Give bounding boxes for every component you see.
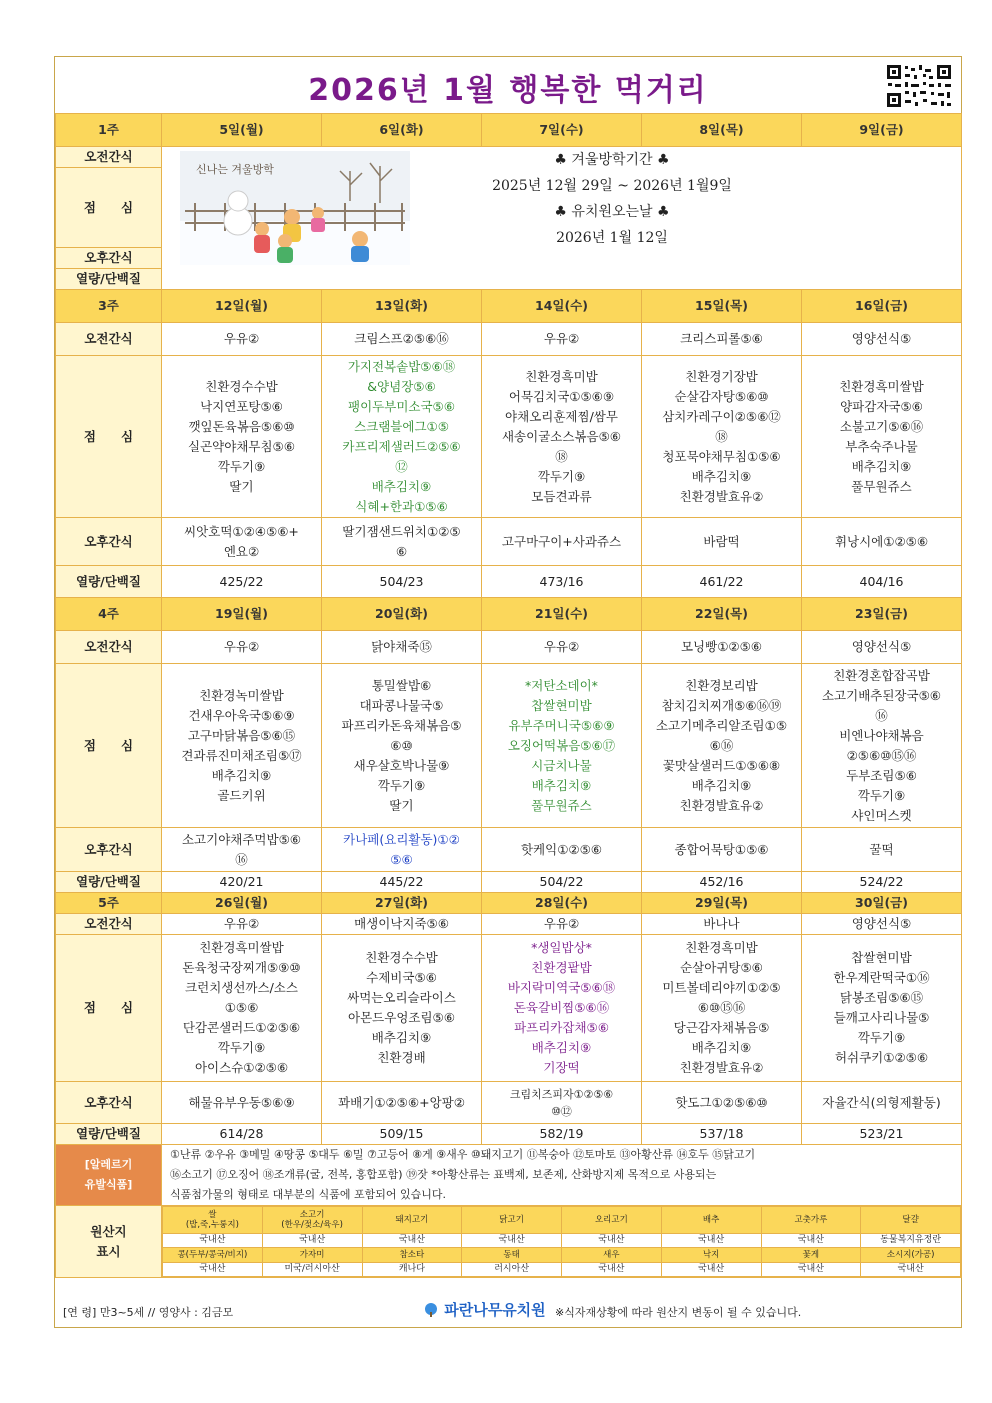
afternoon-snack: 크림치즈피자①②⑤⑥ ⑩⑫ [482,1082,642,1124]
energy-protein: 452/16 [642,872,802,893]
winter-break-illustration [180,151,410,265]
day-header: 14일(수) [482,290,642,323]
row-label-lunch: 점 심 [56,168,162,248]
afternoon-snack: 종합어묵탕①⑤⑥ [642,828,802,872]
day-header: 30일(금) [802,893,962,914]
origin-item: 소고기 (한우/젖소/육우) [262,1207,362,1234]
lunch-menu: 친환경기장밥 순살감자탕⑤⑥⑩ 삼치카레구이②⑤⑥⑫ ⑱ 청포묵야채무침①⑤⑥ 배추김치⑨ 친환경발효유② [642,356,802,518]
lunch-menu: 친환경흑미밥 순살아귀탕⑤⑥ 미트볼데리야끼①②⑤ ⑥⑩⑮⑯ 당근감자채볶음⑤ 배추김치⑨ 친환경발효유② [642,935,802,1082]
winter-break-text [422,147,802,265]
afternoon-snack: 휘낭시에①②⑤⑥ [802,518,962,566]
notice-line: 2025년 12월 29일 ~ 2026년 1월9일 [492,178,732,194]
energy-protein: 582/19 [482,1124,642,1145]
energy-protein: 445/22 [322,872,482,893]
day-header: 5일(월) [162,114,322,147]
row-label-energy: 열량/단백질 [56,269,162,290]
energy-protein: 473/16 [482,566,642,598]
origin-value: 러시아산 [462,1263,562,1277]
morning-snack: 크림스프②⑤⑥⑯ [322,323,482,356]
origin-item: 꽃게 [761,1248,861,1263]
origin-item: 배추 [661,1207,761,1234]
energy-protein: 461/22 [642,566,802,598]
origin-item: 참소타 [362,1248,462,1263]
menu-table [55,113,962,1278]
day-header: 9일(금) [802,114,962,147]
day-header: 20일(화) [322,598,482,631]
morning-snack: 우유② [482,914,642,935]
row-label-afternoon: 오후간식 [56,1082,162,1124]
afternoon-snack: 꿀떡 [802,828,962,872]
morning-snack: 영양선식⑤ [802,323,962,356]
energy-protein: 524/22 [802,872,962,893]
lunch-menu: 찹쌀현미밥 한우계란떡국①⑯ 닭봉조림⑤⑥⑮ 들깨고사리나물⑤ 깍두기⑨ 허쉬쿠키①②⑤⑥ [802,935,962,1082]
energy-protein: 509/15 [322,1124,482,1145]
row-label-energy: 열량/단백질 [56,566,162,598]
origin-value: 국내산 [661,1263,761,1277]
morning-snack: 우유② [162,631,322,664]
week5-header-row [56,893,962,914]
origin-value: 국내산 [262,1234,362,1248]
lunch-menu: 친환경흑미밥 어묵김치국①⑤⑥⑨ 야채오리훈제찜/쌈무 새송이굴소스볶음⑤⑥ ⑱ 깍두기⑨ 모듬견과류 [482,356,642,518]
origin-item: 소시지(가공) [861,1248,961,1263]
day-header: 15일(목) [642,290,802,323]
tree-icon [423,1303,439,1317]
afternoon-snack: 핫케익①②⑤⑥ [482,828,642,872]
origin-item: 새우 [562,1248,662,1263]
origin-item: 고춧가루 [761,1207,861,1234]
afternoon-snack: 딸기잼샌드위치①②⑤ ⑥ [322,518,482,566]
lunch-menu: 친환경녹미쌀밥 건새우아욱국⑤⑥⑨ 고구마닭볶음⑤⑥⑮ 견과류진미채조림⑤⑰ 배추김치⑨ 골드키위 [162,664,322,828]
row-label-lunch: 점 심 [56,356,162,518]
lunch-menu: *생일밥상* 친환경팥밥 바지락미역국⑤⑥⑱ 돈육갈비찜⑤⑥⑯ 파프리카잡채⑤⑥ 배추김치⑨ 기장떡 [482,935,642,1082]
morning-snack: 매생이낙지죽⑤⑥ [322,914,482,935]
day-header: 6일(화) [322,114,482,147]
origin-value: 국내산 [562,1234,662,1248]
day-header: 13일(화) [322,290,482,323]
day-header: 12일(월) [162,290,322,323]
notice-line: 2026년 1월 12일 [556,230,668,246]
week3-header-row [56,290,962,323]
footer [55,1295,961,1327]
origin-item: 돼지고기 [362,1207,462,1234]
lunch-menu: *저탄소데이* 찹쌀현미밥 유부주머니국⑤⑥⑨ 오징어떡볶음⑤⑥⑰ 시금치나물 배추김치⑨ 풀무원쥬스 [482,664,642,828]
origin-item: 닭고기 [462,1207,562,1234]
afternoon-snack: 해물유부우동⑤⑥⑨ [162,1082,322,1124]
origin-item: 낙지 [661,1248,761,1263]
origin-item: 가자미 [262,1248,362,1263]
origin-value: 국내산 [761,1263,861,1277]
origin-value: 미국/러시아산 [262,1263,362,1277]
origin-item: 달걀 [861,1207,961,1234]
morning-snack: 우유② [482,631,642,664]
lunch-menu: 친환경혼합잡곡밥 소고기배추된장국⑤⑥ ⑯ 비엔나야채볶음 ②⑤⑥⑩⑮⑯ 두부조림⑤⑥ 깍두기⑨ 샤인머스켓 [802,664,962,828]
week-label: 3주 [56,290,162,323]
title-row [55,57,961,113]
row-label-lunch: 점 심 [56,664,162,828]
notice-line: ♣ 겨울방학기간 ♣ [554,152,670,168]
energy-protein: 420/21 [162,872,322,893]
origin-item: 쌀 (밥,죽,누룽지) [163,1207,263,1234]
lunch-menu: 친환경보리밥 참치김치찌개⑤⑥⑯⑲ 소고기메추리알조림①⑤ ⑥⑯ 꽃맛살샐러드①⑤⑥⑧ 배추김치⑨ 친환경발효유② [642,664,802,828]
day-header: 8일(목) [642,114,802,147]
row-label-energy: 열량/단백질 [56,1124,162,1145]
row-label-afternoon: 오후간식 [56,518,162,566]
origin-value: 국내산 [163,1263,263,1277]
energy-protein: 614/28 [162,1124,322,1145]
afternoon-snack: 꽈배기①②⑤⑥+앙팡② [322,1082,482,1124]
row-label-afternoon: 오후간식 [56,248,162,269]
afternoon-snack: 고구마구이+사과쥬스 [482,518,642,566]
row-label-lunch: 점 심 [56,935,162,1082]
lunch-menu: 친환경흑미쌀밥 돈육청국장찌개⑤⑨⑩ 크런치생선까스/소스 ①⑤⑥ 단감콘샐러드①②⑤⑥ 깍두기⑨ 아이스슈①②⑤⑥ [162,935,322,1082]
morning-snack: 닭야채죽⑮ [322,631,482,664]
origin-table [162,1206,961,1277]
qr-code-icon[interactable] [883,62,955,110]
afternoon-snack: 자율간식(의형제활동) [802,1082,962,1124]
kindergarten-logo [423,1299,546,1320]
origin-value: 국내산 [761,1234,861,1248]
origin-item: 동태 [462,1248,562,1263]
lunch-menu: 친환경흑미쌀밥 양파감자국⑤⑥ 소불고기⑤⑥⑯ 부추숙주나물 배추김치⑨ 풀무원쥬스 [802,356,962,518]
day-header: 22일(목) [642,598,802,631]
energy-protein: 504/22 [482,872,642,893]
afternoon-snack: 핫도그①②⑤⑥⑩ [642,1082,802,1124]
week4-header-row [56,598,962,631]
morning-snack: 바나나 [642,914,802,935]
winter-break-notice [162,147,962,290]
origin-value: 동물복지유정란 [861,1234,961,1248]
origin-item: 오리고기 [562,1207,662,1234]
energy-protein: 523/21 [802,1124,962,1145]
morning-snack: 영양선식⑤ [802,631,962,664]
day-header: 27일(화) [322,893,482,914]
origin-item: 콩(두부/콩국/비지) [163,1248,263,1263]
day-header: 23일(금) [802,598,962,631]
morning-snack: 영양선식⑤ [802,914,962,935]
morning-snack: 우유② [162,914,322,935]
origin-change-note: ※식자재상황에 따라 원산지 변동이 될 수 있습니다. [555,1306,802,1319]
origin-value: 국내산 [163,1234,263,1248]
lunch-menu: 친환경수수밥 낙지연포탕⑤⑥ 깻잎돈육볶음⑤⑥⑩ 실곤약야채무침⑤⑥ 깍두기⑨ 딸기 [162,356,322,518]
afternoon-snack: 카나페(요리활동)①② ⑤⑥ [322,828,482,872]
day-header: 29일(목) [642,893,802,914]
morning-snack: 크리스피롤⑤⑥ [642,323,802,356]
row-label-morning: 오전간식 [56,631,162,664]
row-label-energy: 열량/단백질 [56,872,162,893]
lunch-menu: 친환경수수밥 수제비국⑤⑥ 싸먹는오리슬라이스 아몬드우엉조림⑤⑥ 배추김치⑨ 친환경배 [322,935,482,1082]
row-label-morning: 오전간식 [56,914,162,935]
origin-value: 캐나다 [362,1263,462,1277]
age-and-dietitian: [연 령] 만3~5세 // 영양사 : 김금모 [63,1306,234,1319]
week-label: 1주 [56,114,162,147]
day-header: 28일(수) [482,893,642,914]
origin-label: 원산지 표시 [56,1206,162,1278]
menu-sheet [54,56,962,1328]
illustration-caption: 신나는 겨울방학 [196,163,274,176]
origin-value: 국내산 [362,1234,462,1248]
origin-value: 국내산 [562,1263,662,1277]
lunch-menu: 가지전복솥밥⑤⑥⑱ &양념장⑤⑥ 팽이두부미소국⑤⑥ 스크램블에그①⑤ 카프리제샐러드②⑤⑥ ⑫ 배추김치⑨ 식혜+한과①⑤⑥ [322,356,482,518]
energy-protein: 404/16 [802,566,962,598]
energy-protein: 537/18 [642,1124,802,1145]
kindergarten-name: 파란나무유치원 [444,1301,546,1319]
page-title: 2026년 1월 행복한 먹거리 [308,73,708,108]
afternoon-snack: 씨앗호떡①②④⑤⑥+ 엔요② [162,518,322,566]
origin-table-cell [162,1206,962,1278]
allergy-label: [알레르기 유발식품] [56,1145,162,1206]
origin-value: 국내산 [661,1234,761,1248]
afternoon-snack: 바람떡 [642,518,802,566]
day-header: 21일(수) [482,598,642,631]
day-header: 26일(월) [162,893,322,914]
origin-value: 국내산 [462,1234,562,1248]
morning-snack: 우유② [162,323,322,356]
afternoon-snack: 소고기야채주먹밥⑤⑥ ⑯ [162,828,322,872]
row-label-afternoon: 오후간식 [56,828,162,872]
origin-value: 국내산 [861,1263,961,1277]
day-header: 19일(월) [162,598,322,631]
morning-snack: 모닝빵①②⑤⑥ [642,631,802,664]
week-label: 5주 [56,893,162,914]
notice-line: ♣ 유치원오는날 ♣ [554,204,670,220]
day-header: 7일(수) [482,114,642,147]
energy-protein: 425/22 [162,566,322,598]
week-label: 4주 [56,598,162,631]
row-label-morning: 오전간식 [56,323,162,356]
week1-header-row [56,114,962,147]
lunch-menu: 통밀쌀밥⑥ 대파콩나물국⑤ 파프리카돈육채볶음⑤ ⑥⑩ 새우살호박나물⑨ 깍두기⑨ 딸기 [322,664,482,828]
allergy-info: ①난류 ②우유 ③메밀 ④땅콩 ⑤대두 ⑥밀 ⑦고등어 ⑧게 ⑨새우 ⑩돼지고기 ⑪복숭아 ⑫토마토 ⑬아황산류 ⑭호두 ⑮닭고기 ⑯소고기 ⑰오징어 ⑱조개류(굴, 전복, 홍합포함) ⑲잣 *아황산류는 표백제, 보존제, 산화방지제 목적으로 사용되는 식품첨가물의 형태로 대부분의 식품에 포함되어 있습니다. [162,1145,962,1206]
day-header: 16일(금) [802,290,962,323]
morning-snack: 우유② [482,323,642,356]
row-label-morning: 오전간식 [56,147,162,168]
energy-protein: 504/23 [322,566,482,598]
